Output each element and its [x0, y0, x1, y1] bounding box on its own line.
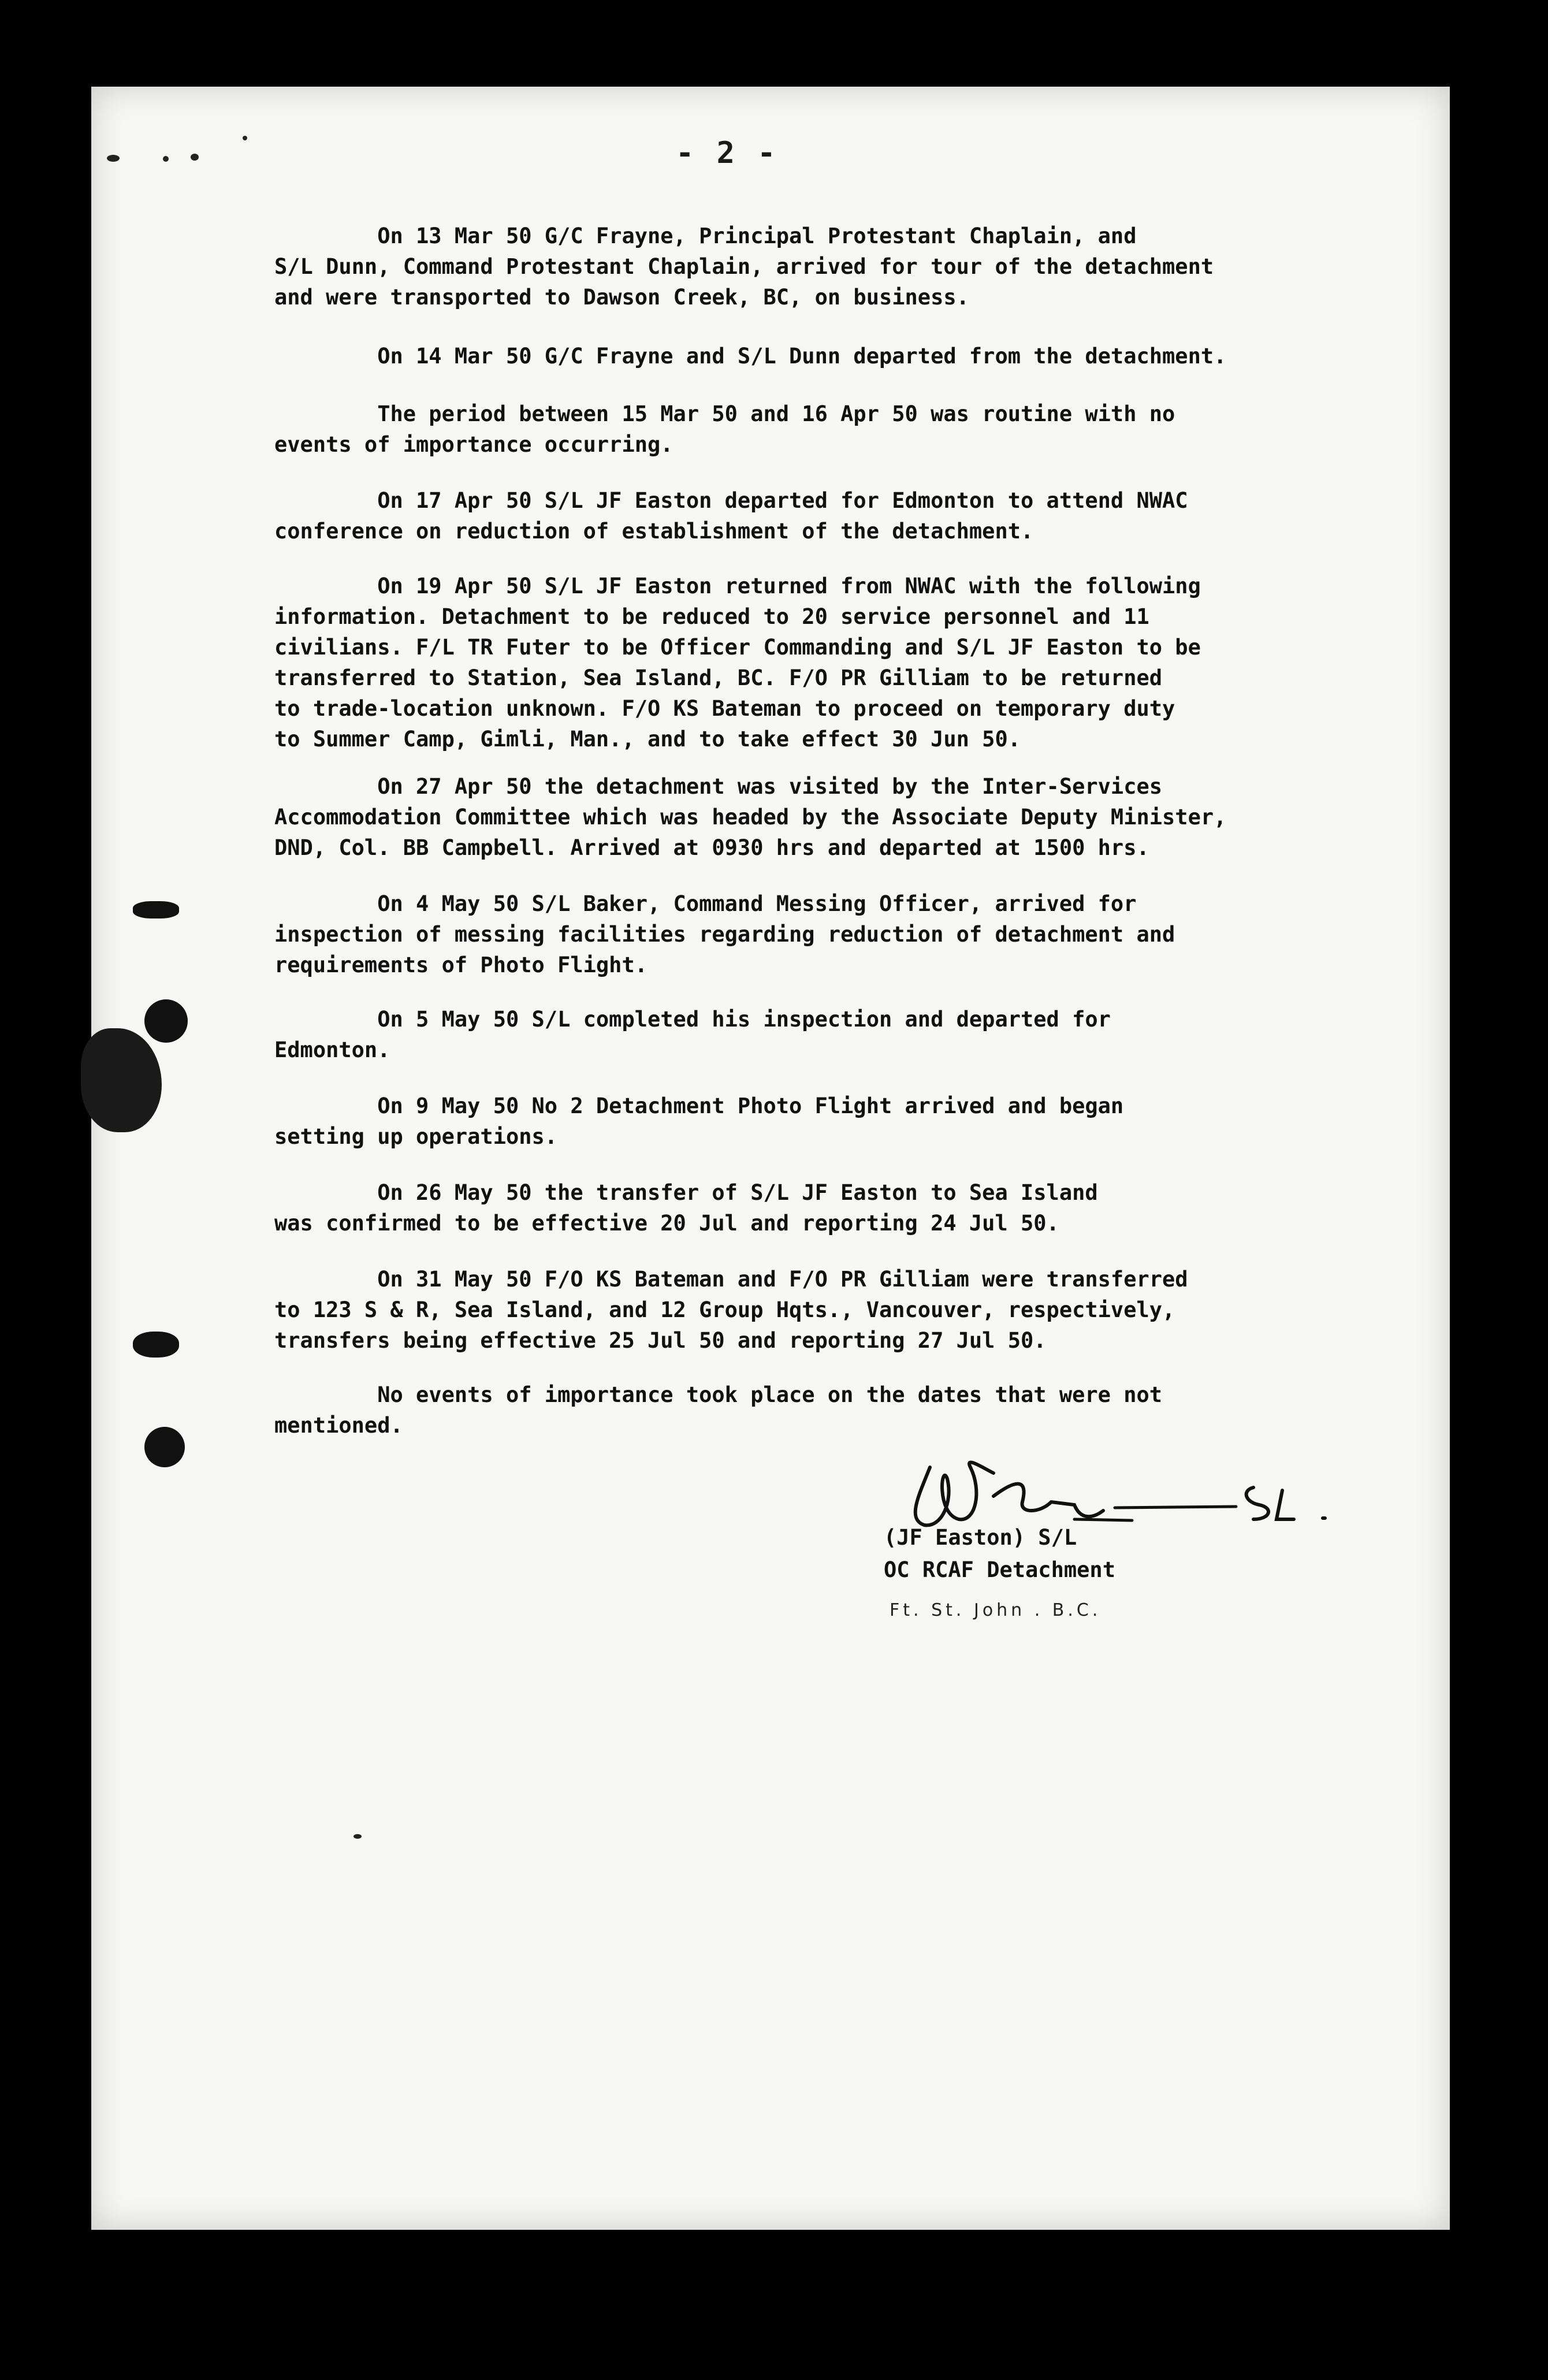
signatory-title: OC RCAF Detachment	[884, 1557, 1115, 1582]
paragraph-reduction-info: On 19 Apr 50 S/L JF Easton returned from NWAC with the following information. Detachment to be reduced to 20 service personnel and 11 civilians. F/L TR Futer to be Officer Commanding and S/L JF Easton to be transferred to Station, Sea Island, BC. F/O PR Gilliam to be returned to trade-location unknown. F/O KS Bateman to proceed on temporary duty to Summer Camp, Gimli, Man., and to take effect 30 Jun 50.	[274, 574, 1201, 752]
scan-speck	[163, 156, 169, 162]
paragraph-committee-visit: On 27 Apr 50 the detachment was visited by the Inter-Services Accommodation Committee which was headed by the Associate Deputy Minister, DND, Col. BB Campbell. Arrived at 0930 hrs and departed at 1500 hrs.	[274, 774, 1227, 860]
paragraph-photo-flight: On 9 May 50 No 2 Detachment Photo Flight arrived and began setting up operations.	[274, 1094, 1124, 1149]
signature-block	[884, 1525, 1404, 1641]
signatory-name: (JF Easton) S/L	[884, 1525, 1077, 1550]
scan-speck	[243, 136, 247, 140]
paragraph-routine-period: The period between 15 Mar 50 and 16 Apr 50 was routine with no events of importance occurring.	[274, 401, 1175, 457]
paragraph-chaplain-departure: On 14 Mar 50 G/C Frayne and S/L Dunn departed from the detachment.	[274, 344, 1227, 369]
paragraph-inspection-complete: On 5 May 50 S/L completed his inspection and departed for Edmonton.	[274, 1007, 1111, 1062]
paragraph-nwac-conference: On 17 Apr 50 S/L JF Easton departed for Edmonton to attend NWAC conference on reduction of establishment of the detachment.	[274, 488, 1188, 544]
page-number: - 2 -	[676, 136, 778, 170]
scan-speck	[353, 1834, 362, 1839]
handwritten-location: Ft. St. John . B.C.	[890, 1600, 1102, 1620]
paragraph-officer-transfers: On 31 May 50 F/O KS Bateman and F/O PR Gilliam were transferred to 123 S & R, Sea Island, and 12 Group Hqts., Vancouver, respectively, transfers being effective 25 Jul 50 and reporting 27 Jul 50.	[274, 1267, 1188, 1353]
paragraph-easton-transfer: On 26 May 50 the transfer of S/L JF Easton to Sea Island was confirmed to be effective 20 Jul and reporting 24 Jul 50.	[274, 1180, 1098, 1236]
paragraph-chaplain-visit: On 13 Mar 50 G/C Frayne, Principal Protestant Chaplain, and S/L Dunn, Command Protestant Chaplain, arrived for tour of the detachment and were transported to Dawson Creek, BC, on business.	[274, 224, 1214, 310]
ink-blot	[133, 1332, 179, 1358]
scan-speck	[191, 154, 199, 161]
ink-blot	[144, 1427, 185, 1467]
ink-blot	[144, 999, 188, 1043]
ink-blot	[133, 901, 179, 918]
scan-speck	[107, 155, 120, 162]
paragraph-closing-note: No events of importance took place on the dates that were not mentioned.	[274, 1382, 1163, 1438]
paragraph-messing-inspection: On 4 May 50 S/L Baker, Command Messing Officer, arrived for inspection of messing facilities regarding reduction of detachment and requirements of Photo Flight.	[274, 891, 1175, 977]
